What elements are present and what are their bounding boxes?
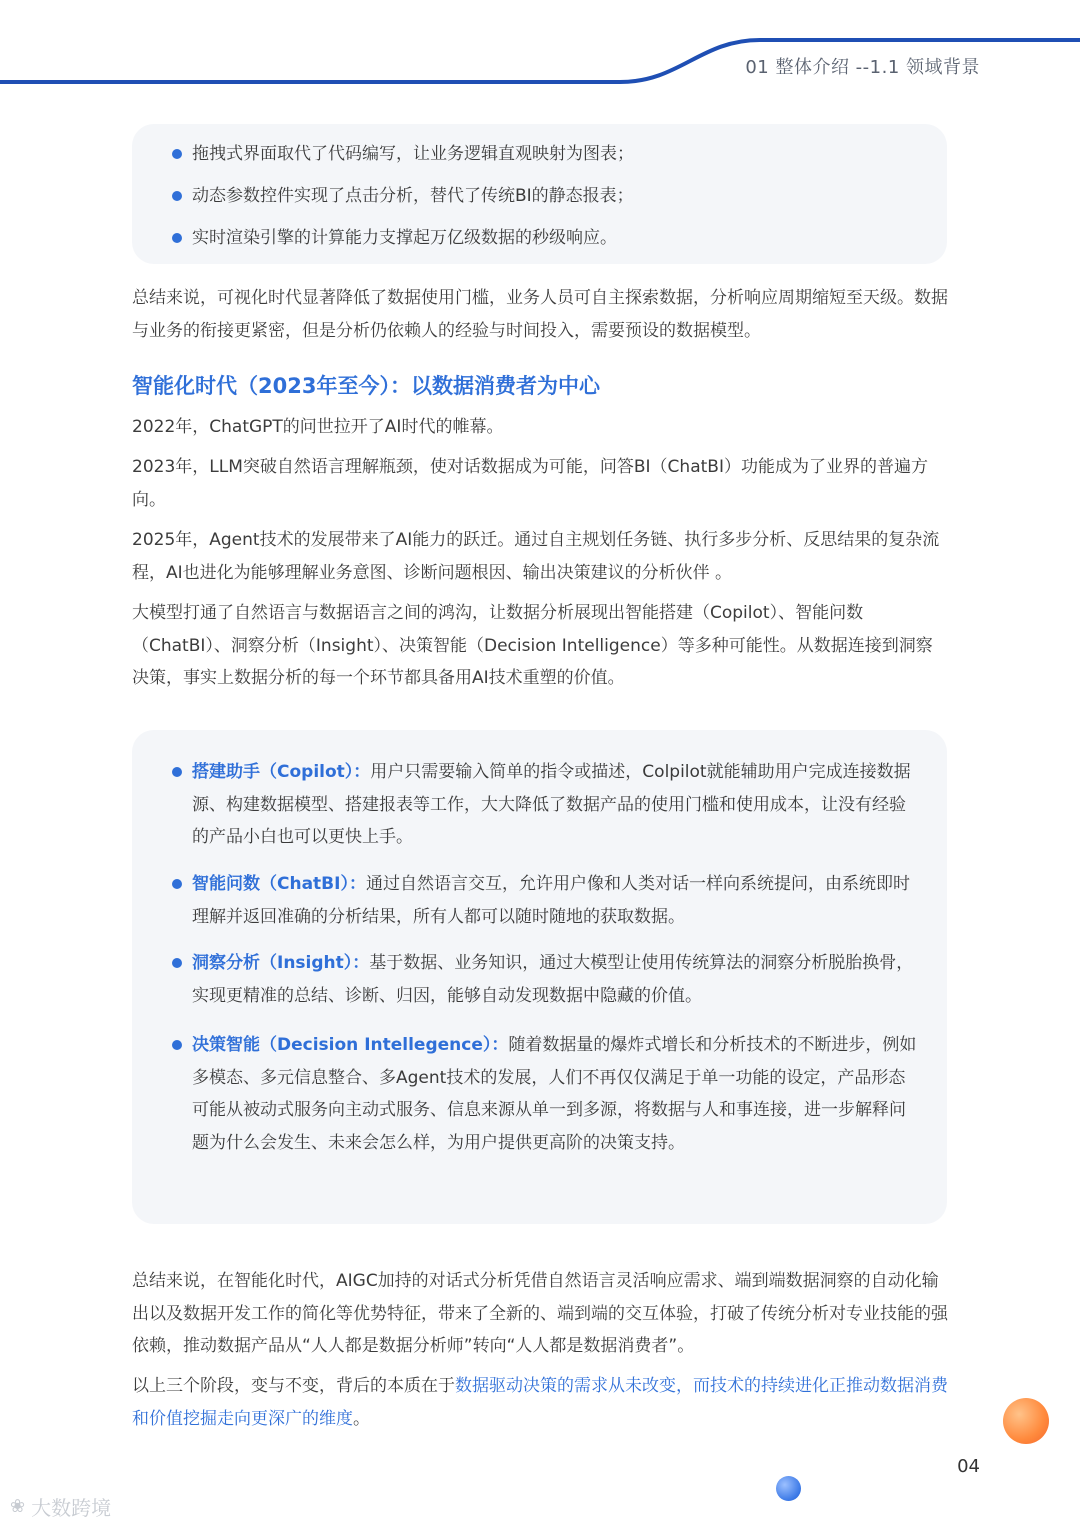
summary-paragraph: 总结来说，可视化时代显著降低了数据使用门槛，业务人员可自主探索数据，分析响应周期缩短至天级。数据与业务的衔接更紧密，但是分析仍依赖人的经验与时间投入，需要预设的数据模型。 — [132, 288, 948, 341]
header-section-title: 01 整体介绍 --1.1 领域背景 — [745, 57, 980, 78]
paragraph-2025: 2025年，Agent技术的发展带来了AI能力的跃迁。通过自主规划任务链、执行多步分析、反思结果的复杂流程，AI也进化为能够理解业务意图、诊断问题根因、输出决策建议的分析伙伴 。 — [132, 530, 940, 583]
paragraph-2023: 2023年，LLM突破自然语言理解瓶颈，使对话数据成为可能，问答BI（ChatBI）功能成为了业界的普遍方向。 — [132, 457, 928, 510]
bullet-dot-icon — [172, 233, 182, 243]
watermark-logo-icon: ❀ — [10, 1496, 26, 1517]
term-insight: 洞察分析（Insight）： — [192, 953, 370, 973]
term-copilot: 搭建助手（Copilot）： — [192, 762, 371, 782]
bullet-dot-icon — [172, 767, 182, 777]
list-item: 实时渲染引擎的计算能力支撑起万亿级数据的秒级响应。 — [174, 222, 917, 255]
list-item: 智能问数（ChatBI）：通过自然语言交互，允许用户像和人类对话一样向系统提问，由系统即时理解并返回准确的分析结果，所有人都可以随时随地的获取数据。 — [174, 868, 917, 933]
bullet-dot-icon — [172, 958, 182, 968]
summary-paragraph-2: 总结来说，在智能化时代，AIGC加持的对话式分析凭借自然语言灵活响应需求、端到端数据洞察的自动化输出以及数据开发工作的简化等优势特征，带来了全新的、端到端的交互体验，打破了传统分析对专业技能的强依赖，推动数据产品从“人人都是数据分析师”转向“人人都是数据消费者”。 — [132, 1271, 948, 1356]
list-item: 搭建助手（Copilot）：用户只需要输入简单的指令或描述，Colpilot就能辅助用户完成连接数据源、构建数据模型、搭建报表等工作，大大降低了数据产品的使用门槛和使用成本，让没有经验的产品小白也可以更快上手。 — [174, 756, 917, 854]
term-chatbi: 智能问数（ChatBI）： — [192, 874, 366, 894]
list-item: 洞察分析（Insight）：基于数据、业务知识，通过大模型让使用传统算法的洞察分析脱胎换骨，实现更精准的总结、诊断、归因，能够自动发现数据中隐藏的价值。 — [174, 947, 917, 1012]
feature-box-intelligence — [132, 730, 947, 1224]
closing-paragraph: 以上三个阶段，变与不变，背后的本质在于数据驱动决策的需求从未改变，而技术的持续进化正推动数据消费和价值挖掘走向更深广的维度。 — [132, 1376, 948, 1429]
blue-orb-decoration — [776, 1476, 801, 1501]
bullet-dot-icon — [172, 149, 182, 159]
list-item: 拖拽式界面取代了代码编写，让业务逻辑直观映射为图表； — [174, 138, 917, 171]
header-wave-decoration — [0, 0, 1080, 100]
bullet-dot-icon — [172, 191, 182, 201]
paragraph-llm: 大模型打通了自然语言与数据语言之间的鸿沟，让数据分析展现出智能搭建（Copilot）、智能问数（ChatBI）、洞察分析（Insight）、决策智能（Decision Intelligence）等多种可能性。从数据连接到洞察决策，事实上数据分析的每一个环节都具备用AI技术重塑的价值。 — [132, 603, 933, 688]
bullet-dot-icon — [172, 1040, 182, 1050]
section-heading: 智能化时代（2023年至今）：以数据消费者为中心 — [132, 374, 600, 398]
list-item: 决策智能（Decision Intellegence）：随着数据量的爆炸式增长和分析技术的不断进步，例如多模态、多元信息整合、多Agent技术的发展，人们不再仅仅满足于单一功能的设定，产品形态可能从被动式服务向主动式服务、信息来源从单一到多源，将数据与人和事连接，进一步解释问题为什么会发生、未来会怎么样，为用户提供更高阶的决策支持。 — [174, 1029, 917, 1159]
term-decision-intelligence: 决策智能（Decision Intellegence）： — [192, 1035, 509, 1055]
page-number: 04 — [957, 1456, 980, 1477]
watermark: ❀ 大数跨境 — [10, 1496, 112, 1520]
closing-highlight: 数据驱动决策的需求从未改变，而技术的持续进化正推动数据消费和价值挖掘走向更深广的维度 — [132, 1376, 948, 1429]
list-item: 动态参数控件实现了点击分析，替代了传统BI的静态报表； — [174, 180, 917, 213]
bullet-dot-icon — [172, 879, 182, 889]
paragraph-2022: 2022年，ChatGPT的问世拉开了AI时代的帷幕。 — [132, 417, 504, 437]
feature-box-visualization — [132, 124, 947, 264]
orange-orb-decoration — [1003, 1398, 1049, 1444]
